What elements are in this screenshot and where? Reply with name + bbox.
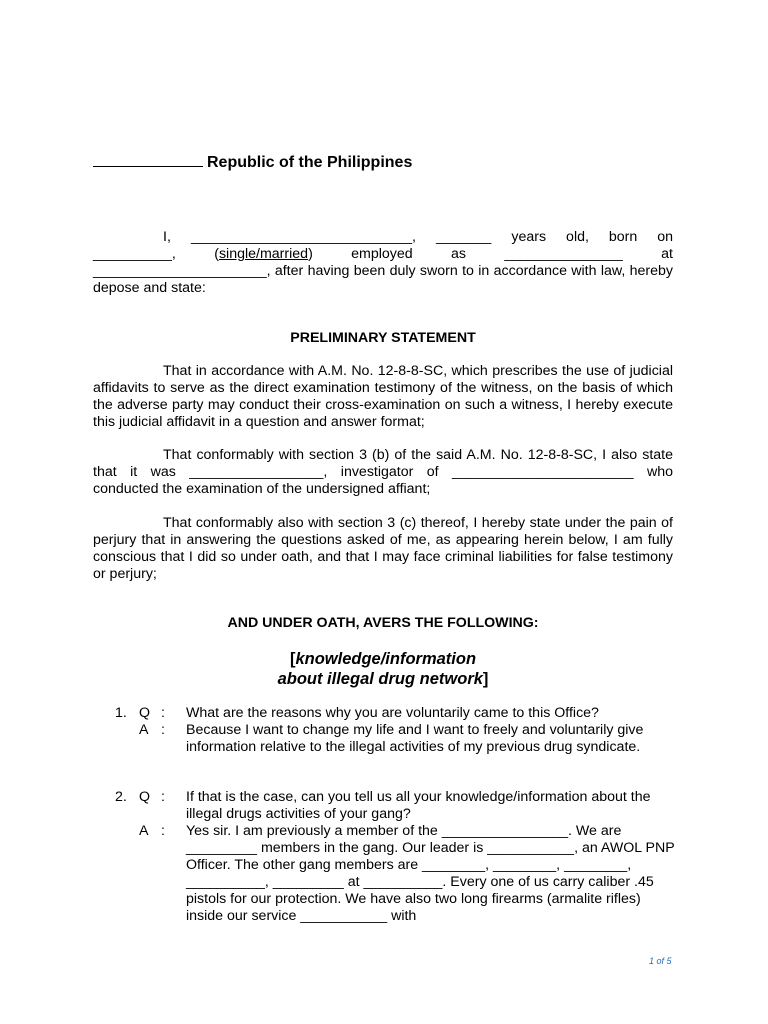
status-paren-open: ( [214,246,219,262]
name-blank: ____________________________, [191,229,416,245]
intro-paragraph [93,229,673,297]
qa-item-2 [115,789,675,925]
preliminary-para-2 [93,447,673,498]
question-row [115,705,675,722]
preliminary-para-1-text: That in accordance with A.M. No. 12-8-8-SC, which prescribes the use of judicial affidavits to serve as the direct examination testimony of the witness, on the basis of which the adverse party may conduct their cross-examination on such a witness, I hereby execute this judicial affidavit in a question and answer format; [93,363,673,430]
question-label: Q [139,705,151,721]
preliminary-para-2-text: That conformably with section 3 (b) of the said A.M. No. 12-8-8-SC, I also state that it was _________________, investigator of _______________________ who conducted the examination of the undersigned affiant; [93,447,673,497]
question-colon: : [161,789,165,805]
qa-item-1 [115,705,675,756]
preliminary-para-3 [93,515,673,583]
topic-bracket [93,649,673,689]
as-text: as [451,246,467,262]
question-row [115,789,675,823]
job-blank: _______________ [504,246,623,262]
age-blank: _______ [436,229,492,245]
oath-heading: AND UNDER OATH, AVERS THE FOLLOWING: [227,615,539,631]
document-title: Republic of the Philippines [207,154,413,171]
preliminary-para-1 [93,363,673,431]
question-text: If that is the case, can you tell us all your knowledge/information about the illegal drugs activities of your gang? [186,789,651,822]
bracket-close: ] [482,670,489,688]
employed-text: employed [351,246,413,262]
civil-status-text: single/married [218,246,309,262]
answer-text: Because I want to change my life and I want to freely and voluntarily give information relative to the illegal activities of my previous drug syndicate. [186,722,644,755]
bracket-open: [ [289,650,296,668]
answer-row [115,722,675,756]
answer-label: A [139,823,149,839]
intro-line-1 [93,229,673,246]
status-paren-close: ) [308,246,313,262]
qa-number-spacer [115,722,139,756]
document-header [93,152,440,173]
question-label: Q [139,789,151,805]
question-text: What are the reasons why you are voluntarily came to this Office? [186,705,599,721]
topic-line-2-text: about illegal drug network [277,670,483,688]
answer-label: A [139,722,149,738]
answer-colon: : [161,722,165,738]
answer-colon: : [161,823,165,839]
header-underline [93,152,203,167]
qa-number: 2. [115,789,127,805]
answer-row [115,823,675,925]
qa-number: 1. [115,705,127,721]
birthdate-blank: __________, [93,246,176,262]
intro-line-3: ______________________, after having been duly sworn to in accordance with law, hereby depose and state: [93,263,673,296]
qa-number-spacer [115,823,139,925]
intro-line-2 [93,246,673,263]
years-old-text: years old, born on [511,229,673,245]
topic-line-1 [93,649,673,669]
topic-line-2 [93,669,673,689]
intro-pronoun: I, [163,229,171,245]
page-number: 1 of 5 [649,956,672,966]
topic-line-1-text: knowledge/information [295,650,477,668]
question-colon: : [161,705,165,721]
preliminary-heading: PRELIMINARY STATEMENT [290,330,476,346]
preliminary-para-3-text: That conformably also with section 3 (c) thereof, I hereby state under the pain of perjury that in answering the questions asked of me, as appearing herein below, I am fully conscious that I did so under oath, and that I may face criminal liabilities for false testimony or perjury; [93,515,673,582]
at-text: at [661,246,673,262]
civil-status [214,246,313,263]
answer-text: Yes sir. I am previously a member of the ________________. We are _________ members in the gang. Our leader is ___________, an AWOL PNP Officer. The other gang members are ________, ________, ________, __________, _________ at __________. Every one of us carry caliber .45 pistols for our protection. We have also two long firearms (armalite rifles) inside our service ___________ with [186,823,675,924]
